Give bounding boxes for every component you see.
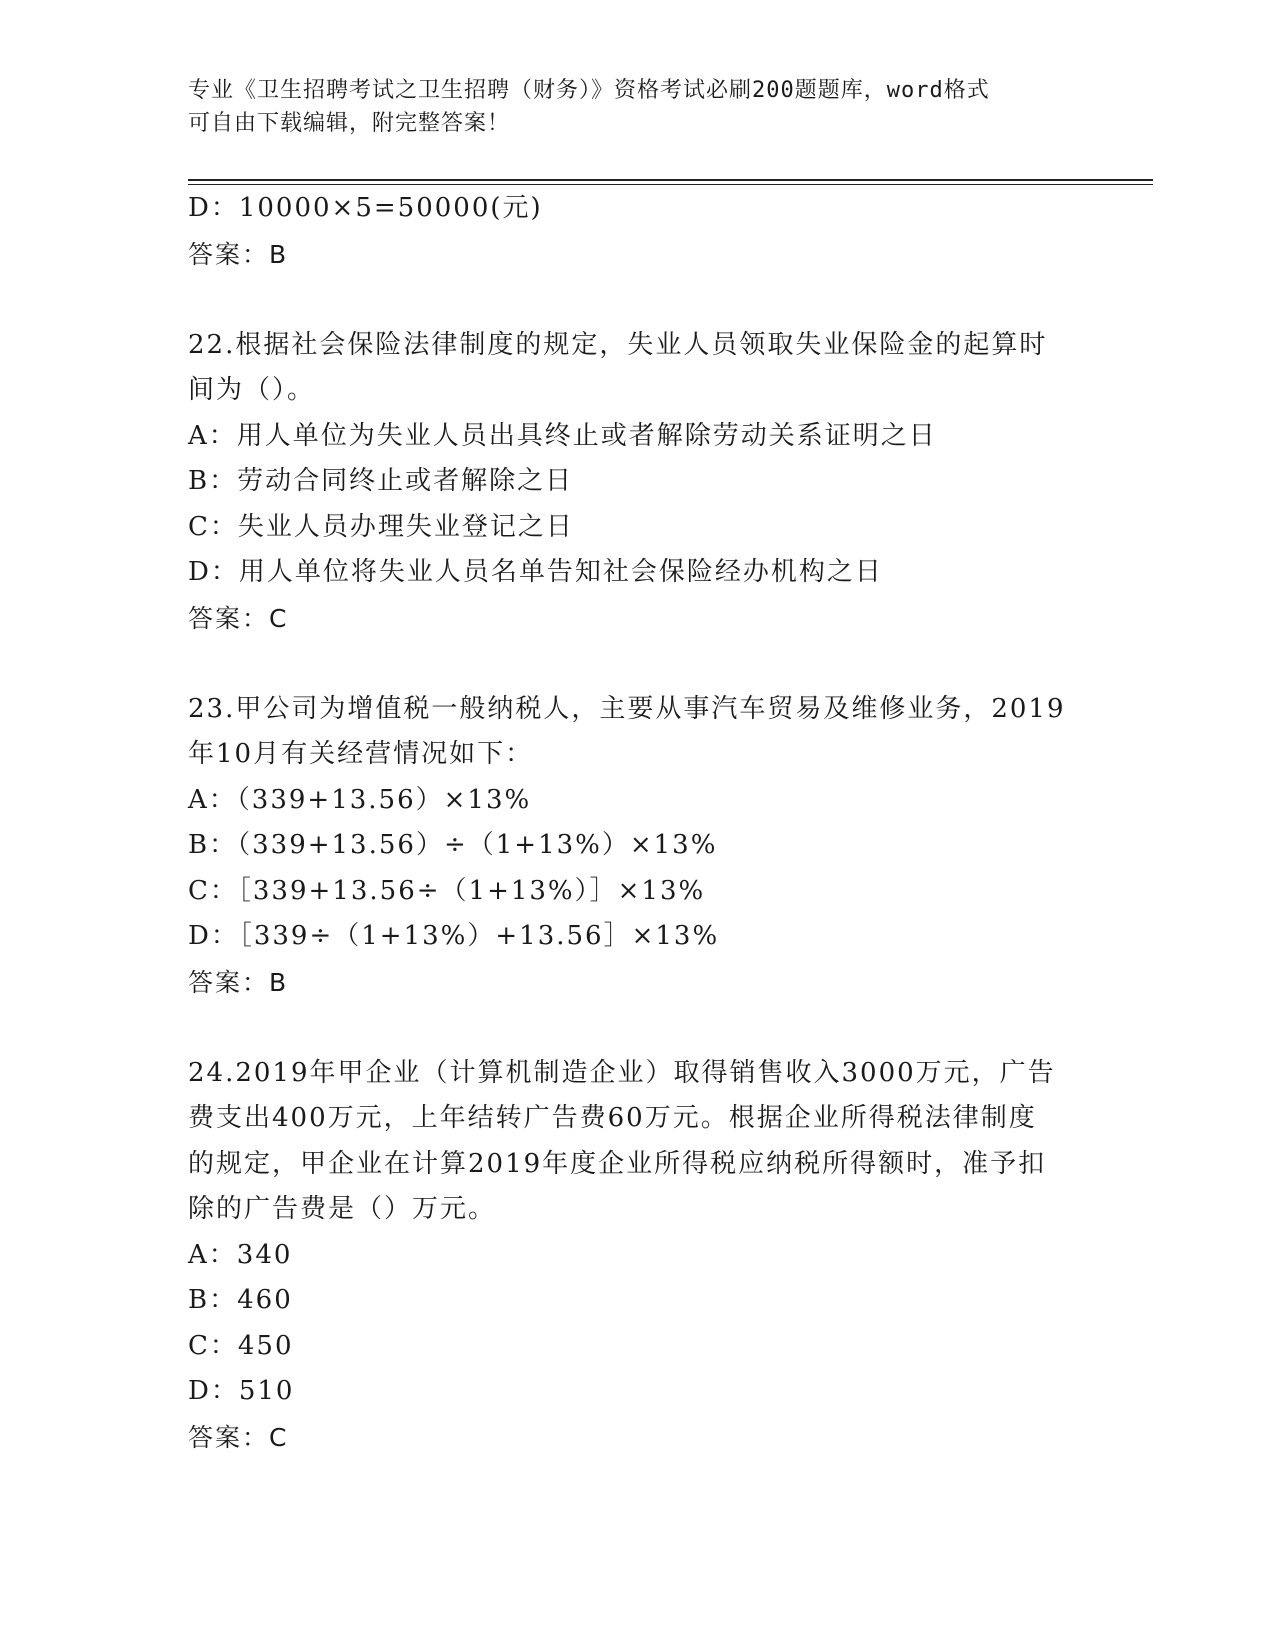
answer: 答案：C: [188, 603, 289, 633]
option-d: D：用人单位将失业人员名单告知社会保险经办机构之日: [188, 557, 883, 587]
spacer: [188, 641, 1088, 687]
answer: 答案：C: [188, 1422, 289, 1452]
question-stem: 除的广告费是（）万元。: [188, 1194, 497, 1224]
option-d: D：［339÷（1+13%）+13.56］×13%: [188, 921, 720, 951]
option-d: D：510: [188, 1376, 295, 1406]
question-stem: 年10月有关经营情况如下：: [188, 739, 534, 769]
question-stem: 费支出400万元，上年结转广告费60万元。根据企业所得税法律制度: [188, 1103, 1037, 1133]
spacer: [188, 277, 1088, 323]
question-stem: 24.2019年甲企业（计算机制造企业）取得销售收入3000万元，广告: [188, 1057, 1056, 1088]
question-stem: 22.根据社会保险法律制度的规定，失业人员领取失业保险金的起算时: [188, 329, 1048, 360]
spacer: [188, 1005, 1088, 1051]
question-stem: 间为（）。: [188, 375, 316, 405]
question-24: [188, 1051, 1088, 1461]
answer: 答案：B: [188, 967, 289, 997]
prev-answer: 答案：B: [188, 239, 289, 269]
question-stem: 23.甲公司为增值税一般纳税人，主要从事汽车贸易及维修业务，2019: [188, 693, 1066, 724]
option-b: B：劳动合同终止或者解除之日: [188, 466, 574, 496]
prev-option-d: D：10000×5=50000(元): [188, 193, 543, 223]
header-rule-thin: [188, 184, 1153, 185]
header-rule-thick: [188, 179, 1153, 181]
option-b: B：（339+13.56）÷（1+13%）×13%: [188, 830, 718, 860]
option-a: A：用人单位为失业人员出具终止或者解除劳动关系证明之日: [188, 420, 937, 451]
option-a: A：340: [188, 1239, 293, 1270]
option-c: C：［339+13.56÷（1+13%）］×13%: [188, 875, 706, 906]
header-line-2: 可自由下载编辑，附完整答案！: [188, 111, 511, 136]
question-content: [188, 186, 1088, 1460]
header-line-1: 专业《卫生招聘考试之卫生招聘（财务）》资格考试必刷200题题库，word格式: [188, 78, 990, 103]
option-b: B：460: [188, 1285, 293, 1315]
question-22: [188, 323, 1088, 642]
question-23: [188, 687, 1088, 1006]
option-a: A：（339+13.56）×13%: [188, 784, 532, 815]
option-c: C：450: [188, 1330, 294, 1361]
question-stem: 的规定，甲企业在计算2019年度企业所得税应纳税所得额时，准予扣: [188, 1148, 1047, 1179]
document-header: [188, 74, 1068, 140]
option-c: C：失业人员办理失业登记之日: [188, 511, 574, 542]
